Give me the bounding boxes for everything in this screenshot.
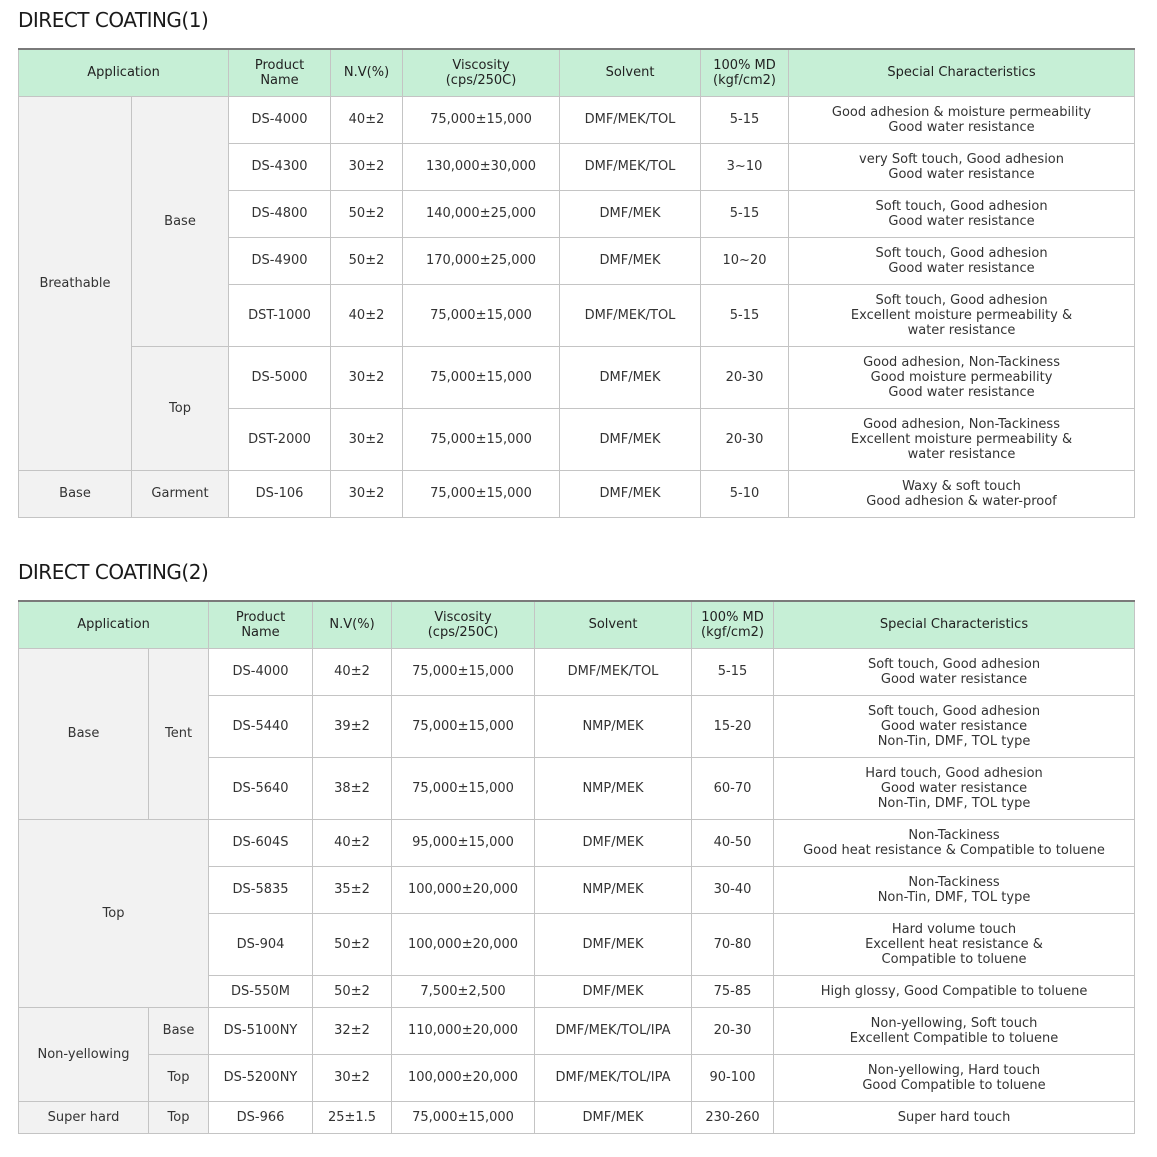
md-value: 3~10 [701,143,789,190]
product-name: DS-5835 [209,866,313,913]
product-name: DS-4800 [229,190,331,237]
nv-value: 30±2 [331,346,403,408]
product-name: DS-106 [229,470,331,517]
solvent-value: DMF/MEK [535,1101,692,1133]
md-value: 40-50 [692,819,774,866]
table-header-row [19,49,1135,96]
nv-value: 40±2 [313,819,392,866]
application-top: Top [19,819,209,1007]
special-characteristics: Super hard touch [774,1101,1135,1133]
md-value: 5-15 [701,190,789,237]
special-characteristics: Soft touch, Good adhesion Excellent moisture permeability & water resistance [789,284,1135,346]
header-viscosity: Viscosity (cps/250C) [403,49,560,96]
solvent-value: DMF/MEK/TOL/IPA [535,1007,692,1054]
special-characteristics: Non-yellowing, Hard touch Good Compatible to toluene [774,1054,1135,1101]
md-value: 20-30 [701,408,789,470]
header-viscosity: Viscosity (cps/250C) [392,601,535,648]
nv-value: 40±2 [331,284,403,346]
md-value: 70-80 [692,913,774,975]
product-name: DS-904 [209,913,313,975]
direct-coating-2-table [18,600,1135,1134]
product-name: DS-4000 [209,648,313,695]
md-value: 230-260 [692,1101,774,1133]
viscosity-value: 75,000±15,000 [392,695,535,757]
viscosity-value: 75,000±15,000 [392,648,535,695]
product-name: DS-4900 [229,237,331,284]
viscosity-value: 75,000±15,000 [403,284,560,346]
md-value: 5-15 [692,648,774,695]
nv-value: 50±2 [313,913,392,975]
solvent-value: DMF/MEK/TOL/IPA [535,1054,692,1101]
viscosity-value: 75,000±15,000 [403,470,560,517]
header-nv: N.V(%) [331,49,403,96]
table-row [19,819,1135,866]
special-characteristics: Soft touch, Good adhesion Good water resistance Non-Tin, DMF, TOL type [774,695,1135,757]
application-non-yellowing: Non-yellowing [19,1007,149,1101]
md-value: 5-15 [701,284,789,346]
solvent-value: DMF/MEK [560,408,701,470]
viscosity-value: 100,000±20,000 [392,1054,535,1101]
viscosity-value: 100,000±20,000 [392,913,535,975]
section-title-direct-coating-1: DIRECT COATING(1) [18,8,209,32]
application-base: Base [132,96,229,346]
special-characteristics: Soft touch, Good adhesion Good water resistance [789,237,1135,284]
solvent-value: DMF/MEK [560,237,701,284]
special-characteristics: Hard volume touch Excellent heat resistance & Compatible to toluene [774,913,1135,975]
product-name: DS-5100NY [209,1007,313,1054]
md-value: 20-30 [692,1007,774,1054]
solvent-value: DMF/MEK [560,190,701,237]
table-row [19,470,1135,517]
product-name: DS-550M [209,975,313,1007]
application-top: Top [132,346,229,470]
viscosity-value: 7,500±2,500 [392,975,535,1007]
special-characteristics: very Soft touch, Good adhesion Good water resistance [789,143,1135,190]
solvent-value: DMF/MEK [535,975,692,1007]
special-characteristics: Good adhesion & moisture permeability Good water resistance [789,96,1135,143]
product-name: DS-5000 [229,346,331,408]
special-characteristics: Non-Tackiness Non-Tin, DMF, TOL type [774,866,1135,913]
solvent-value: DMF/MEK [560,470,701,517]
md-value: 5-15 [701,96,789,143]
md-value: 15-20 [692,695,774,757]
special-characteristics: Soft touch, Good adhesion Good water resistance [789,190,1135,237]
solvent-value: DMF/MEK [535,819,692,866]
md-value: 10~20 [701,237,789,284]
product-name: DS-5440 [209,695,313,757]
header-product-name: Product Name [209,601,313,648]
application-tent: Tent [149,648,209,819]
product-name: DS-4000 [229,96,331,143]
solvent-value: NMP/MEK [535,695,692,757]
viscosity-value: 95,000±15,000 [392,819,535,866]
md-value: 90-100 [692,1054,774,1101]
nv-value: 30±2 [331,143,403,190]
nv-value: 50±2 [313,975,392,1007]
table-row [19,346,1135,408]
viscosity-value: 140,000±25,000 [403,190,560,237]
solvent-value: DMF/MEK/TOL [560,284,701,346]
table-row [19,1007,1135,1054]
md-value: 60-70 [692,757,774,819]
product-name: DS-5640 [209,757,313,819]
application-base: Base [19,470,132,517]
special-characteristics: Waxy & soft touch Good adhesion & water-proof [789,470,1135,517]
header-special-characteristics: Special Characteristics [774,601,1135,648]
solvent-value: NMP/MEK [535,866,692,913]
viscosity-value: 75,000±15,000 [403,408,560,470]
solvent-value: NMP/MEK [535,757,692,819]
viscosity-value: 100,000±20,000 [392,866,535,913]
nv-value: 30±2 [313,1054,392,1101]
header-application: Application [19,49,229,96]
md-value: 30-40 [692,866,774,913]
md-value: 20-30 [701,346,789,408]
viscosity-value: 75,000±15,000 [392,1101,535,1133]
viscosity-value: 130,000±30,000 [403,143,560,190]
header-application: Application [19,601,209,648]
product-name: DS-5200NY [209,1054,313,1101]
solvent-value: DMF/MEK [535,913,692,975]
application-breathable: Breathable [19,96,132,470]
nv-value: 30±2 [331,408,403,470]
nv-value: 32±2 [313,1007,392,1054]
table-header-row [19,601,1135,648]
header-nv: N.V(%) [313,601,392,648]
special-characteristics: Hard touch, Good adhesion Good water resistance Non-Tin, DMF, TOL type [774,757,1135,819]
nv-value: 50±2 [331,237,403,284]
special-characteristics: Non-Tackiness Good heat resistance & Compatible to toluene [774,819,1135,866]
header-md: 100% MD (kgf/cm2) [692,601,774,648]
viscosity-value: 75,000±15,000 [403,346,560,408]
nv-value: 35±2 [313,866,392,913]
solvent-value: DMF/MEK/TOL [560,143,701,190]
special-characteristics: Good adhesion, Non-Tackiness Excellent moisture permeability & water resistance [789,408,1135,470]
solvent-value: DMF/MEK/TOL [535,648,692,695]
md-value: 75-85 [692,975,774,1007]
nv-value: 50±2 [331,190,403,237]
special-characteristics: Soft touch, Good adhesion Good water resistance [774,648,1135,695]
table-row [19,648,1135,695]
special-characteristics: High glossy, Good Compatible to toluene [774,975,1135,1007]
section-title-direct-coating-2: DIRECT COATING(2) [18,560,209,584]
nv-value: 40±2 [331,96,403,143]
application-base: Base [19,648,149,819]
md-value: 5-10 [701,470,789,517]
nv-value: 30±2 [331,470,403,517]
special-characteristics: Non-yellowing, Soft touch Excellent Compatible to toluene [774,1007,1135,1054]
viscosity-value: 110,000±20,000 [392,1007,535,1054]
application-top: Top [149,1101,209,1133]
application-base: Base [149,1007,209,1054]
header-special-characteristics: Special Characteristics [789,49,1135,96]
solvent-value: DMF/MEK [560,346,701,408]
product-name: DST-1000 [229,284,331,346]
header-md: 100% MD (kgf/cm2) [701,49,789,96]
nv-value: 40±2 [313,648,392,695]
special-characteristics: Good adhesion, Non-Tackiness Good moisture permeability Good water resistance [789,346,1135,408]
nv-value: 25±1.5 [313,1101,392,1133]
solvent-value: DMF/MEK/TOL [560,96,701,143]
viscosity-value: 75,000±15,000 [392,757,535,819]
header-product-name: Product Name [229,49,331,96]
product-name: DST-2000 [229,408,331,470]
product-name: DS-604S [209,819,313,866]
application-super-hard: Super hard [19,1101,149,1133]
product-name: DS-966 [209,1101,313,1133]
nv-value: 39±2 [313,695,392,757]
viscosity-value: 75,000±15,000 [403,96,560,143]
header-solvent: Solvent [535,601,692,648]
nv-value: 38±2 [313,757,392,819]
product-name: DS-4300 [229,143,331,190]
table-row [19,1054,1135,1101]
direct-coating-1-table [18,48,1135,518]
viscosity-value: 170,000±25,000 [403,237,560,284]
header-solvent: Solvent [560,49,701,96]
application-garment: Garment [132,470,229,517]
table-row [19,1101,1135,1133]
table-row [19,96,1135,143]
application-top: Top [149,1054,209,1101]
